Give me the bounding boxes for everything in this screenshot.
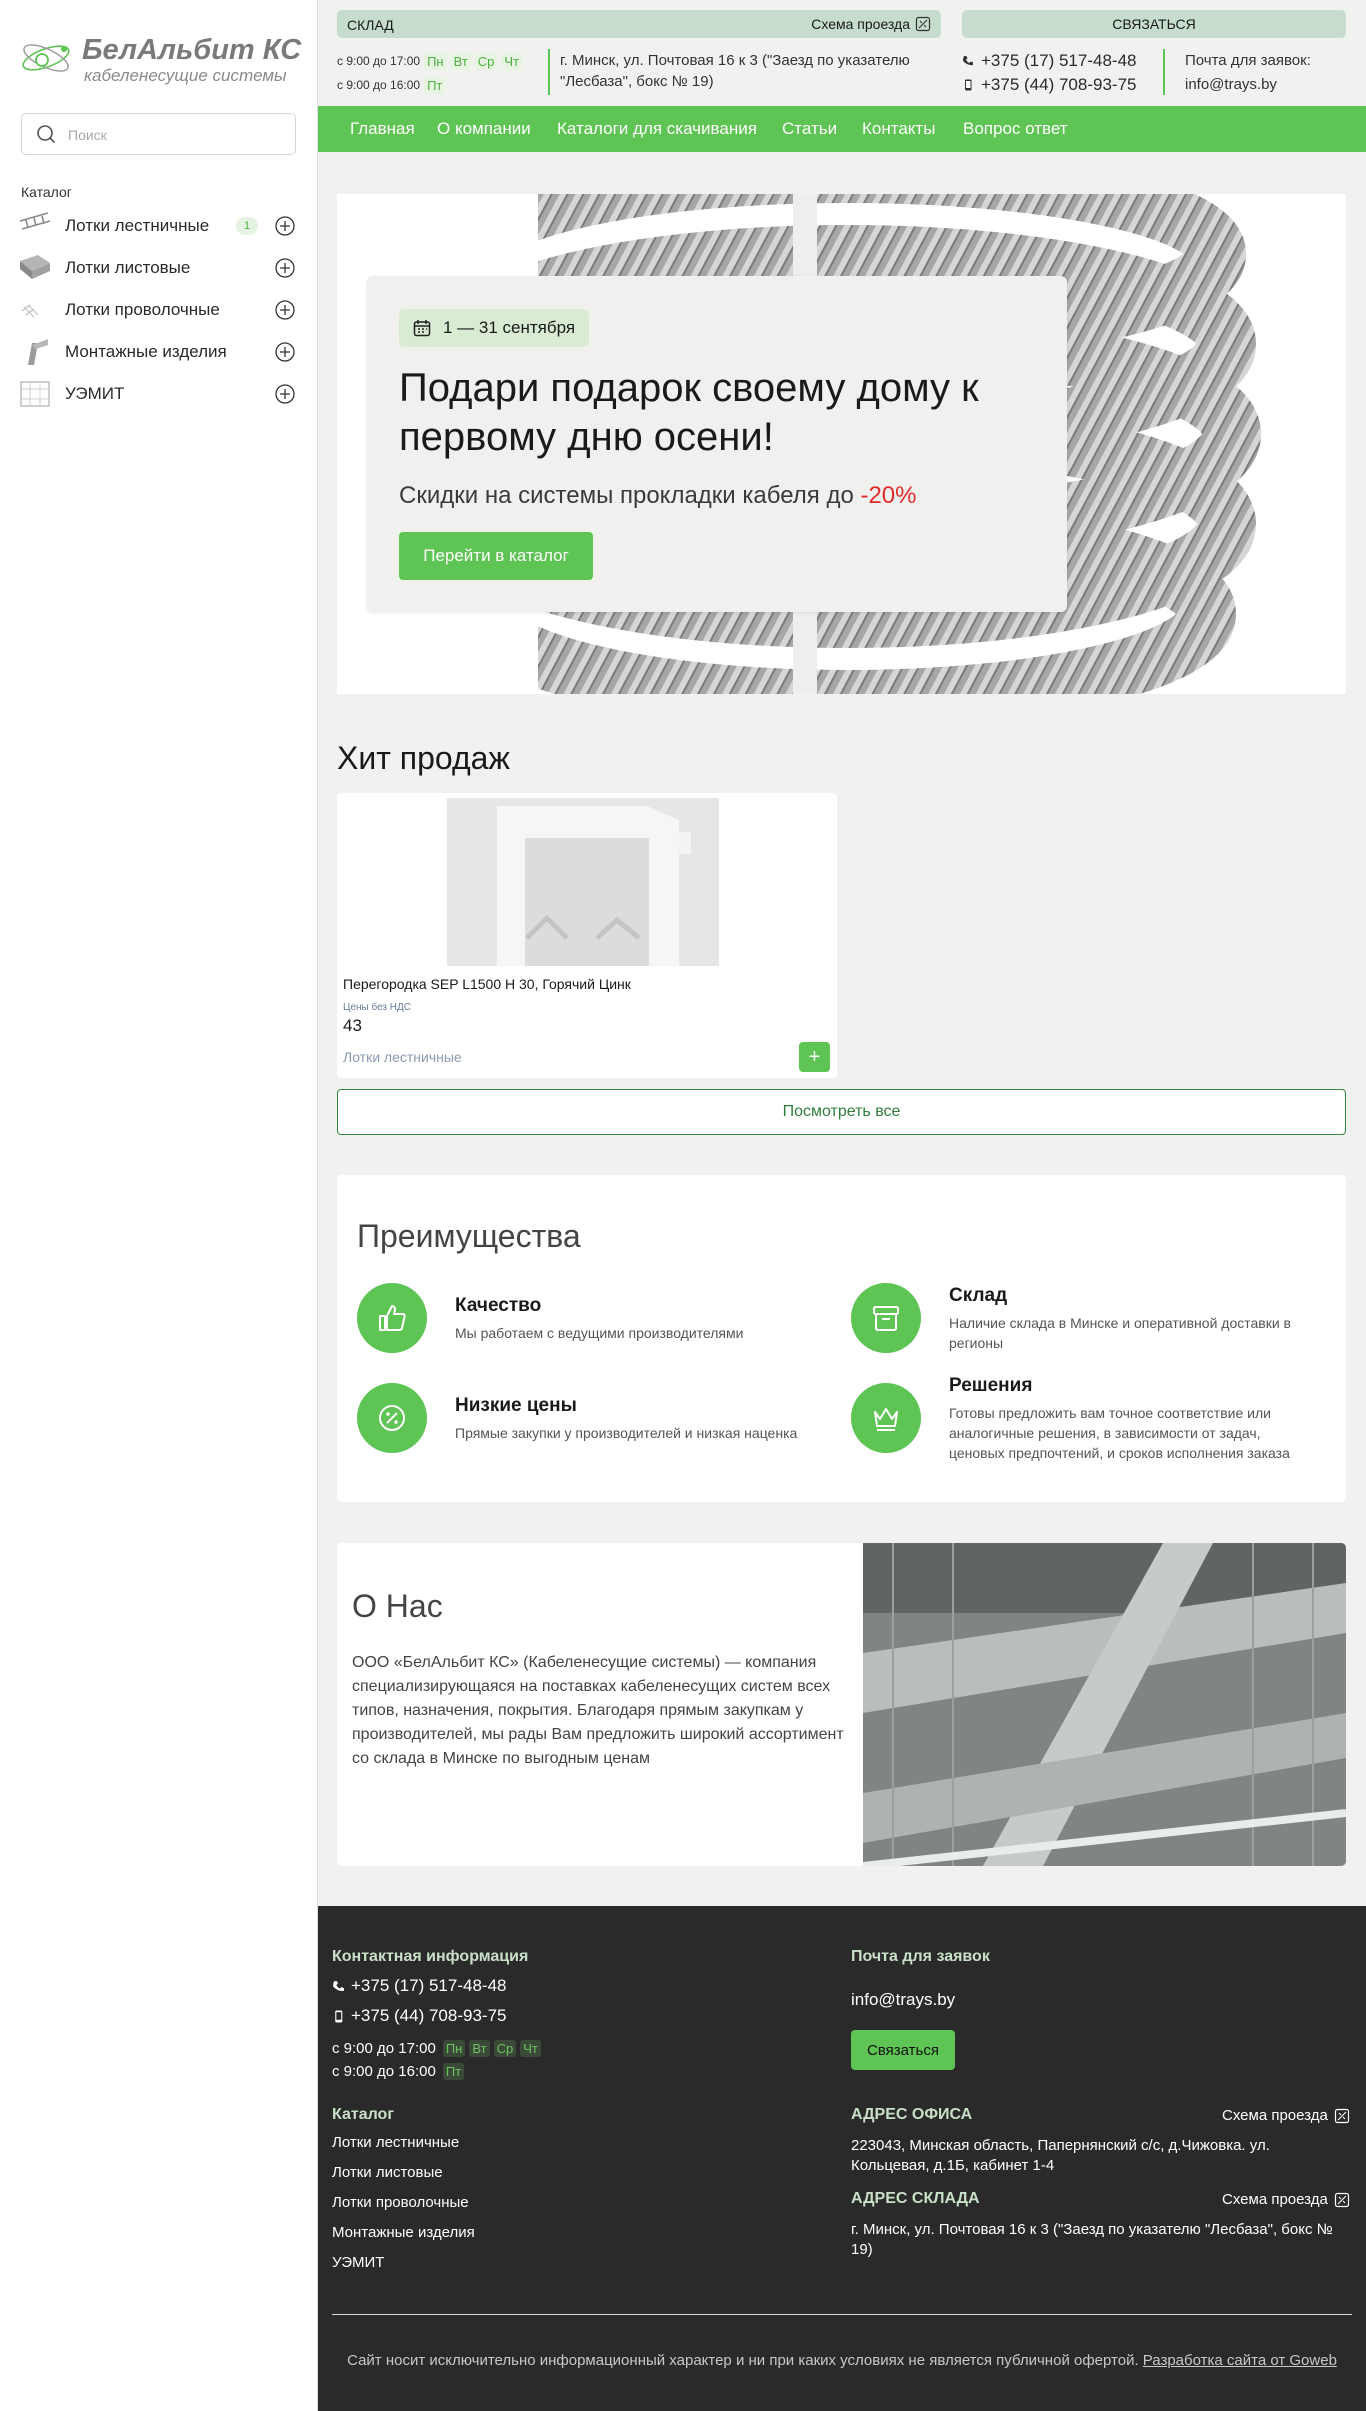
main-nav [318, 106, 1366, 152]
advantage-title: Склад [949, 1285, 1008, 1306]
ladder-tray-icon [18, 211, 52, 241]
day-badge: Пн [424, 53, 447, 70]
email-label: Почта для заявок: [1185, 52, 1311, 69]
advantage-title: Качество [455, 1295, 542, 1316]
office-address-title: АДРЕС ОФИСА [851, 2106, 973, 2123]
warehouse-bar [337, 10, 941, 38]
working-hours [337, 49, 547, 97]
bestsellers-title: Хит продаж [337, 740, 510, 776]
about-section [337, 1543, 1346, 1866]
footer-hours-row [332, 2063, 468, 2080]
cable-trays-photo [863, 1543, 1346, 1866]
add-to-cart-button[interactable]: + [799, 1042, 830, 1072]
advantage-title: Низкие цены [455, 1395, 577, 1416]
product-category[interactable]: Лотки лестничные [343, 1049, 462, 1065]
promo-subtitle-text: Скидки на системы прокладки кабеля до [399, 482, 861, 509]
mobile-phone-icon [332, 2010, 345, 2023]
catalog-item-wire-trays[interactable] [18, 289, 300, 331]
nav-about[interactable]: О компании [437, 119, 531, 138]
archive-box-icon [870, 1302, 902, 1334]
logo-title: БелАльбит КС [82, 34, 302, 66]
advantage-icon-circle [357, 1383, 427, 1453]
nav-articles[interactable]: Статьи [782, 119, 838, 138]
discount-percent-icon [376, 1402, 408, 1434]
day-badge: Пн [443, 2040, 466, 2057]
catalog-count-badge: 1 [236, 217, 258, 235]
uemit-frame-icon [18, 379, 52, 409]
day-badge: Вт [451, 53, 471, 70]
search-input[interactable] [68, 124, 283, 146]
advantages-title: Преимущества [357, 1218, 581, 1254]
catalog-list [18, 205, 300, 415]
footer-contact-button[interactable]: Связаться [851, 2030, 955, 2070]
phone-link[interactable] [962, 49, 1136, 73]
footer-phone-link[interactable] [332, 1976, 506, 1996]
map-link-label: Схема проезда [811, 16, 910, 32]
expand-plus-icon[interactable] [275, 384, 295, 404]
advantage-text: Готовы предложить вам точное соответствие или аналогичные решения, в зависимости от задач, ценовых предпочтений, и сроков исполнения заказа [949, 1405, 1290, 1461]
logo-tagline: кабеленесущие системы [84, 66, 287, 85]
advantage-text: Наличие склада в Минске и оперативной доставки в регионы [949, 1315, 1291, 1351]
warehouse-address-title: АДРЕС СКЛАДА [851, 2190, 980, 2207]
catalog-item-mounting[interactable] [18, 331, 300, 373]
footer-divider [332, 2314, 1352, 2315]
office-map-link[interactable] [1222, 2107, 1350, 2124]
mobile-phone-icon [962, 79, 974, 91]
footer-link-ladder-trays[interactable]: Лотки лестничные [332, 2134, 460, 2151]
day-badge: Чт [520, 2040, 541, 2057]
hours-row [337, 73, 547, 97]
map-link[interactable] [811, 16, 931, 32]
advantage-icon-circle [357, 1283, 427, 1353]
developer-link[interactable]: Разработка сайта от Goweb [1142, 2352, 1337, 2369]
footer-copyright [318, 2352, 1366, 2369]
footer-contact-title: Контактная информация [332, 1948, 529, 1965]
warehouse-label: СКЛАД [347, 17, 394, 33]
map-icon [1334, 2108, 1350, 2124]
header-email-block [1185, 49, 1311, 97]
advantage-warehouse [851, 1283, 1321, 1353]
search-icon [36, 124, 56, 144]
crown-icon [870, 1402, 902, 1434]
go-to-catalog-button[interactable]: Перейти в каталог [399, 532, 593, 580]
expand-plus-icon[interactable] [275, 258, 295, 278]
day-badge: Пт [443, 2063, 464, 2080]
phone-icon [962, 55, 974, 67]
footer-email-link[interactable]: info@trays.by [851, 1990, 956, 2009]
map-icon [1334, 2192, 1350, 2208]
promo-card [367, 276, 1067, 612]
contact-button[interactable]: СВЯЗАТЬСЯ [962, 10, 1346, 38]
advantage-quality [357, 1283, 827, 1353]
advantage-text: Прямые закупки у производителей и низкая наценка [455, 1425, 798, 1441]
nav-contacts[interactable]: Контакты [862, 119, 936, 138]
catalog-item-label: Монтажные изделия [65, 342, 227, 361]
promo-date-badge [399, 309, 589, 347]
footer-email-title: Почта для заявок [851, 1948, 990, 1965]
catalog-item-uemit[interactable] [18, 373, 300, 415]
footer-hours-row [332, 2040, 545, 2057]
catalog-item-label: УЭМИТ [65, 384, 125, 403]
about-text: ООО «БелАльбит КС» (Кабеленесущие системы) — компания специализирующаяся на поставках кабеленесущих систем всех типов, назначения, покрытия. Благодаря прямым закупкам у производителей, мы рады Вам предложить широкий ассортимент со склада в Минске по выгодным ценам [352, 1654, 844, 1767]
office-address: 223043, Минская область, Папернянский с/с, д.Чижовка. ул. Кольцевая, д.1Б, кабинет 1-4 [851, 2137, 1270, 2174]
calendar-icon [413, 319, 431, 337]
map-link-label: Схема проезда [1222, 2191, 1328, 2208]
advantage-title: Решения [949, 1375, 1033, 1396]
divider [548, 49, 550, 95]
nav-catalogs-download[interactable]: Каталоги для скачивания [557, 119, 757, 138]
day-badge: Чт [501, 53, 522, 70]
hours-time: с 9:00 до 17:00 [332, 2040, 436, 2057]
catalog-item-sheet-trays[interactable] [18, 247, 300, 289]
footer-phone-link[interactable] [332, 2006, 506, 2026]
expand-plus-icon[interactable] [275, 342, 295, 362]
nav-faq[interactable]: Вопрос ответ [963, 119, 1068, 138]
hours-time: с 9:00 до 16:00 [337, 78, 421, 92]
footer-link-uemit[interactable]: УЭМИТ [332, 2254, 385, 2271]
map-link-label: Схема проезда [1222, 2107, 1328, 2124]
advantage-icon-circle [851, 1383, 921, 1453]
product-name[interactable]: Перегородка SEP L1500 H 30, Горячий Цинк [343, 976, 631, 992]
logo[interactable] [20, 32, 300, 92]
warehouse-map-link[interactable] [1222, 2191, 1350, 2208]
footer-link-sheet-trays[interactable]: Лотки листовые [332, 2164, 443, 2181]
day-badge: Ср [475, 53, 498, 70]
day-badge: Пт [424, 77, 445, 94]
catalog-item-label: Лотки проволочные [65, 300, 220, 319]
thumbs-up-icon [376, 1302, 408, 1334]
catalog-item-label: Лотки листовые [65, 258, 191, 277]
phone-number: +375 (44) 708-93-75 [981, 75, 1137, 94]
warehouse-address: г. Минск, ул. Почтовая 16 к 3 ("Заезд по указателю "Лесбаза", бокс № 19) [851, 2221, 1333, 2258]
advantages-section [337, 1175, 1346, 1502]
product-card[interactable] [337, 793, 837, 1078]
header-phones [962, 49, 1136, 97]
product-image [447, 798, 719, 966]
advantage-icon-circle [851, 1283, 921, 1353]
advantage-solutions [851, 1375, 1321, 1473]
search-box [21, 113, 296, 155]
catalog-item-ladder-trays[interactable] [18, 205, 300, 247]
day-badge: Ср [494, 2040, 517, 2057]
email-link[interactable]: info@trays.by [1185, 76, 1277, 93]
footer-link-mounting[interactable]: Монтажные изделия [332, 2224, 475, 2241]
footer-catalog-title: Каталог [332, 2106, 394, 2123]
sheet-tray-icon [18, 253, 52, 283]
footer-link-wire-trays[interactable]: Лотки проволочные [332, 2194, 469, 2211]
promo-discount: -20% [860, 482, 917, 509]
wire-tray-icon [18, 295, 52, 325]
about-title: О Нас [352, 1588, 443, 1624]
phone-number: +375 (17) 517-48-48 [981, 51, 1137, 70]
phone-icon [332, 1980, 345, 1993]
expand-plus-icon[interactable] [275, 216, 295, 236]
hours-row [337, 49, 547, 73]
sidebar [0, 0, 318, 2411]
logo-icon [20, 36, 76, 80]
catalog-label: Каталог [21, 184, 72, 200]
product-price: 43 [343, 1016, 362, 1035]
warehouse-address: г. Минск, ул. Почтовая 16 к 3 ("Заезд по указателю "Лесбаза", бокс № 19) [560, 52, 910, 90]
map-icon [915, 16, 931, 32]
advantage-text: Мы работаем с ведущими производителями [455, 1325, 744, 1341]
phone-number: +375 (44) 708-93-75 [351, 2006, 507, 2025]
phone-link[interactable] [962, 73, 1136, 97]
copyright-text: Сайт носит исключительно информационный характер и ни при каких условиях не является публичной офертой. [347, 2352, 1143, 2369]
advantage-low-prices [357, 1383, 827, 1453]
mounting-bracket-icon [18, 337, 52, 367]
divider [1163, 49, 1165, 95]
expand-plus-icon[interactable] [275, 300, 295, 320]
phone-number: +375 (17) 517-48-48 [351, 1976, 507, 1995]
hours-time: с 9:00 до 17:00 [337, 54, 421, 68]
promo-title: Подари подарок своему дому к первому дню осени! [399, 366, 979, 459]
nav-home[interactable]: Главная [350, 119, 415, 138]
hours-time: с 9:00 до 16:00 [332, 2063, 436, 2080]
footer [318, 1906, 1366, 2411]
day-badge: Вт [469, 2040, 489, 2057]
promo-date: 1 — 31 сентября [443, 318, 576, 337]
catalog-item-label: Лотки лестничные [65, 216, 210, 235]
promo-subtitle [399, 482, 917, 510]
view-all-button[interactable]: Посмотреть все [337, 1089, 1346, 1135]
price-note: Цены без НДС [343, 1002, 411, 1013]
